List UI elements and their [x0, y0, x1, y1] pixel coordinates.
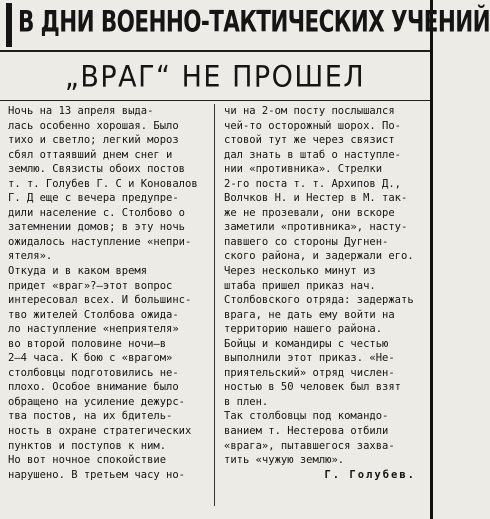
- heading-rule-block: [6, 3, 12, 47]
- text-line: дили население с. Столбово о: [8, 206, 186, 219]
- text-line: ванием т. Нестерова отбили: [224, 425, 389, 438]
- text-line: чей-то осторожный шорох. По-: [224, 119, 402, 132]
- text-line: заметили «противника», насту-: [224, 221, 408, 234]
- text-line: нарушено. В третьем часу но-: [8, 468, 186, 481]
- column-divider: [214, 104, 215, 506]
- text-line: Так столбовцы под командо-: [224, 410, 389, 423]
- text-line: ло наступление «неприятеля»: [8, 323, 179, 336]
- text-line: 2-го поста т. т. Архипов Д.,: [224, 177, 402, 190]
- text-line: тво жителей Столбова ожида-: [8, 308, 179, 321]
- text-line: стовой тут же через связист: [224, 134, 395, 147]
- text-line: ностью в 50 человек был взят: [224, 381, 402, 394]
- text-line: Волчков Н. и Нестер в М. так-: [224, 192, 408, 205]
- text-line: же не прозевали, они вскоре: [224, 206, 395, 219]
- text-line: Откуда и в каком время: [8, 265, 148, 278]
- text-line: штаба пришел приказ нач.: [224, 279, 376, 292]
- text-line: тихо и светло; легкий мороз: [8, 134, 179, 147]
- text-line: павшего со стороны Дугнен-: [224, 235, 389, 248]
- text-line: землю. Связисты обоих постов: [8, 163, 186, 176]
- text-line: врага, не дать ему войти на: [224, 308, 395, 321]
- text-line: во второй половине ночи—в: [8, 337, 167, 350]
- text-line: 2—4 часа. К бою с «врагом»: [8, 352, 173, 365]
- text-line: плохо. Особое внимание было: [8, 381, 179, 394]
- text-line: т. т. Голубев Г. С и Коновалов: [8, 177, 198, 190]
- text-line: нии «противника». Стрелки: [224, 163, 383, 176]
- text-line: территорию нашего района.: [224, 323, 383, 336]
- text-line: ожидалось наступление «непри-: [8, 235, 192, 248]
- text-line: Г. Д еще с вечера предупре-: [8, 192, 179, 205]
- text-line: Столбовского отряда: задержать: [224, 294, 414, 307]
- text-line: выполнили этот приказ. «Не-: [224, 352, 395, 365]
- text-line: ность в охране стратегических: [8, 425, 192, 438]
- text-line: затемнении домов; в эту ночь: [8, 221, 186, 234]
- text-line: интересовал всех. И большинс-: [8, 294, 192, 307]
- text-line: тва постов, на их бдитель-: [8, 410, 173, 423]
- title-divider: [0, 100, 430, 101]
- text-line: ятеля».: [8, 250, 53, 263]
- text-line: тить «чужую землю».: [224, 454, 345, 467]
- text-line: «врага», пытавшегося захва-: [224, 439, 395, 452]
- text-line: Через несколько минут из: [224, 265, 376, 278]
- text-line: лась особенно хорошая. Было: [8, 119, 179, 132]
- text-line: приятельский» отряд числен-: [224, 366, 395, 379]
- text-line: обращено на усиление дежурс-: [8, 395, 186, 408]
- article-column-left: [8, 104, 208, 482]
- text-line: пунктов и поступов к ним.: [8, 439, 167, 452]
- text-line: дал знать в штаб о наступле-: [224, 148, 402, 161]
- text-line: сбял оттаявший днем снег и: [8, 148, 173, 161]
- section-heading: В ДНИ ВОЕННО-ТАКТИЧЕСКИХ УЧЕНИЙ: [18, 6, 490, 40]
- heading-divider: [0, 50, 430, 52]
- text-line: столбовцы подготовились не-: [8, 366, 179, 379]
- article-column-right: [224, 104, 424, 482]
- text-line: ского района, и задержали его.: [224, 250, 414, 263]
- text-line: чи на 2-ом посту послышался: [224, 105, 395, 117]
- author-signature: Г. Голубев.: [324, 468, 416, 481]
- text-line: Бойцы и командиры с честью: [224, 337, 389, 350]
- text-line: Ночь на 13 апреля выда-: [8, 105, 154, 117]
- text-line: придет «враг»?—этот вопрос: [8, 279, 173, 292]
- text-line: Но вот ночное спокойствие: [8, 454, 167, 467]
- article-title: „ВРАГ“ НЕ ПРОШЕЛ: [64, 60, 366, 95]
- text-line: в плен.: [224, 395, 269, 408]
